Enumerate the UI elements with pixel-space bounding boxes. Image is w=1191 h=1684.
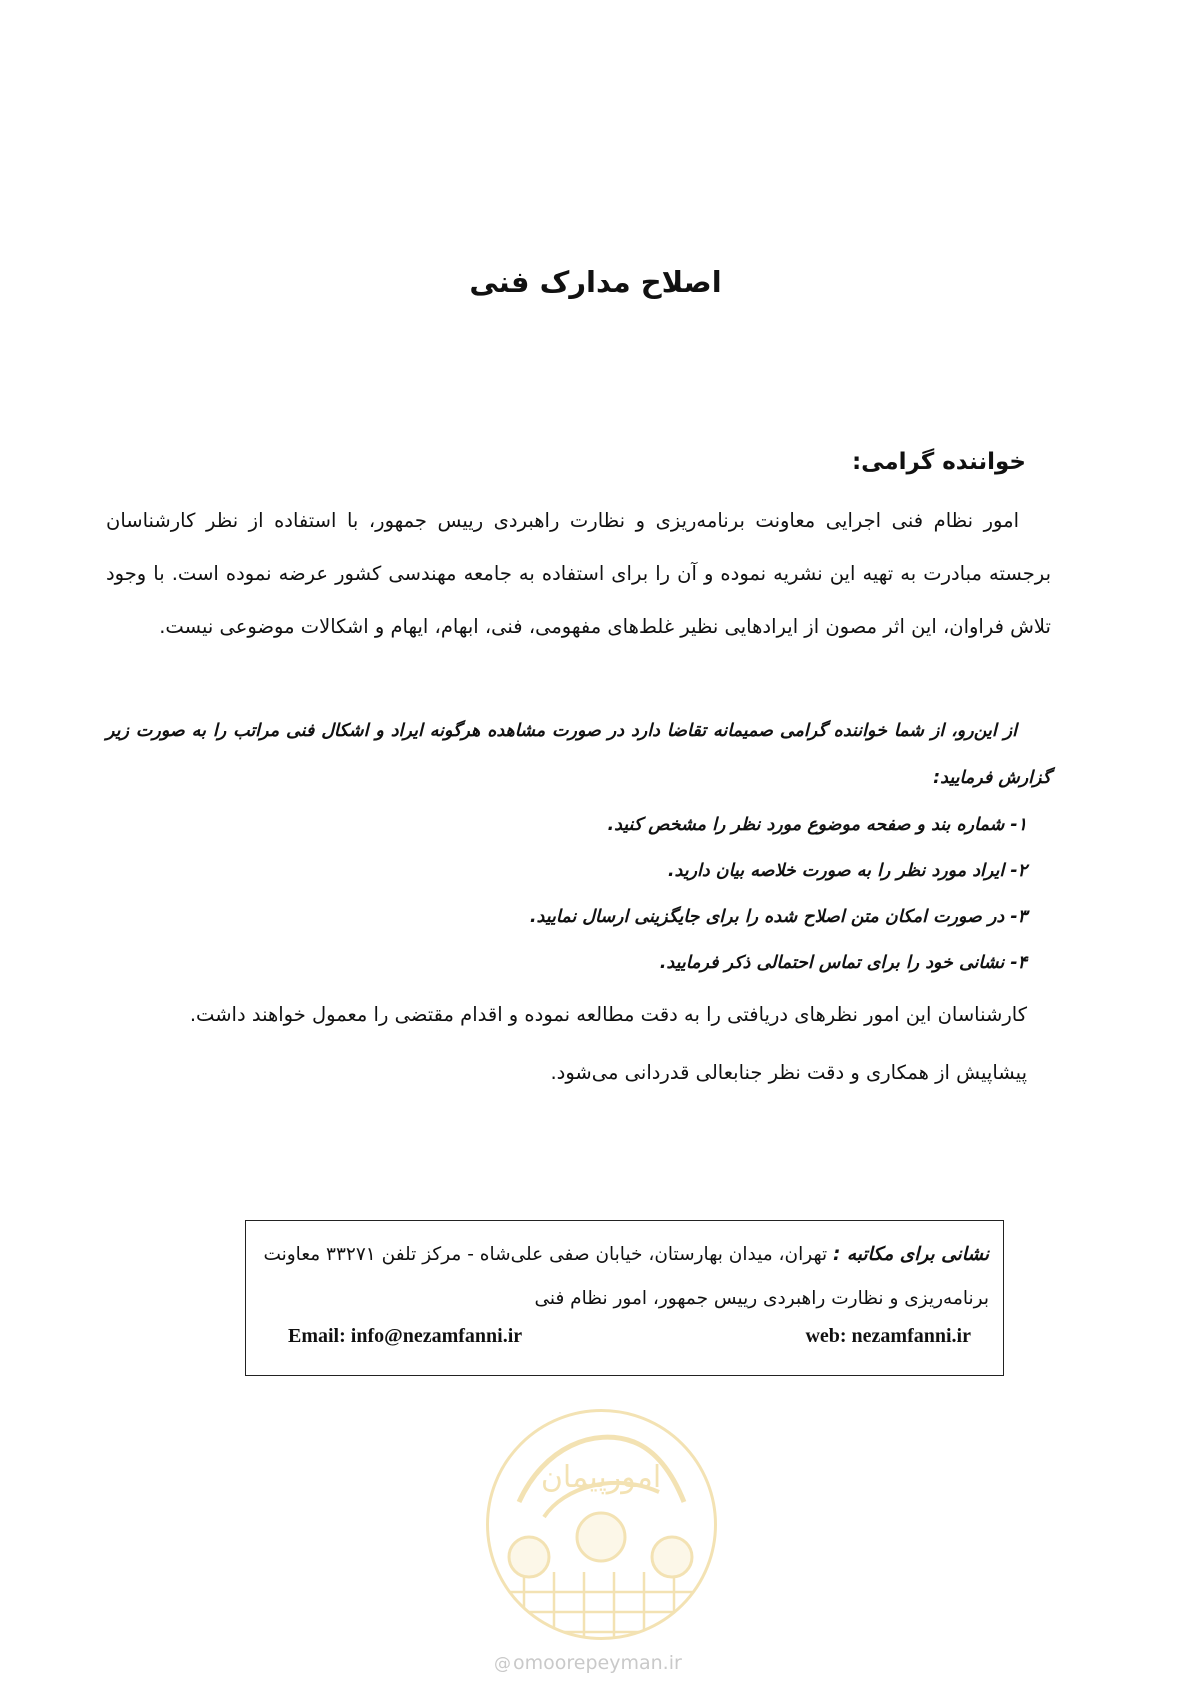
watermark-logo-text: امورپیمان xyxy=(540,1460,662,1495)
list-item: ۳- در صورت امکان متن اصلاح شده را برای جایگزینی ارسال نمایید. xyxy=(529,907,1027,927)
website-link[interactable]: web: nezamfanni.ir xyxy=(805,1325,971,1347)
address-label: نشانی برای مکاتبه : xyxy=(833,1244,989,1265)
at-sign-icon: @ xyxy=(494,1654,511,1674)
email-link[interactable]: Email: info@nezamfanni.ir xyxy=(288,1325,523,1347)
closing-line: کارشناسان این امور نظرهای دریافتی را به دقت مطالعه نموده و اقدام مقتضی را معمول خواهند داشت. xyxy=(189,1003,1027,1026)
closing-text xyxy=(127,986,1027,1102)
page-title: اصلاح مدارک فنی xyxy=(469,265,722,299)
watermark-site xyxy=(494,1652,682,1674)
greeting-heading: خواننده گرامی: xyxy=(851,449,1026,475)
instructions-list xyxy=(127,802,1027,986)
list-item: ۴- نشانی خود را برای تماس احتمالی ذکر فرمایید. xyxy=(659,953,1027,973)
contact-box xyxy=(245,1220,1004,1376)
list-item: ۱- شماره بند و صفحه موضوع مورد نظر را مشخص کنید. xyxy=(607,815,1027,835)
watermark-site-text: omoorepeyman.ir xyxy=(513,1652,682,1674)
list-item: ۲- ایراد مورد نظر را به صورت خلاصه بیان دارید. xyxy=(667,861,1027,881)
intro-paragraph: امور نظام فنی اجرایی معاونت برنامه‌ریزی و نظارت راهبردی رییس جمهور، با استفاده از نظر کارشناسان برجسته مبادرت به تهیه این نشریه نموده و آن را برای استفاده به جامعه مهندسی کشور عرضه نموده است. با وجود تلاش فراوان، این اثر مصون از ایرادهایی نظیر غلط‌های مفهومی، فنی، ابهام، ایهام و اشکالات موضوعی نیست. xyxy=(106,509,1051,638)
postal-address xyxy=(259,1233,989,1321)
address-text: تهران، میدان بهارستان، خیابان صفی علی‌شاه - مرکز تلفن ۳۳۲۷۱ معاونت برنامه‌ریزی و نظارت راهبردی رییس جمهور، امور نظام فنی xyxy=(263,1244,989,1309)
watermark-logo-icon xyxy=(484,1407,719,1642)
closing-line: پیشاپیش از همکاری و دقت نظر جنابعالی قدردانی می‌شود. xyxy=(550,1061,1027,1084)
request-paragraph: از این‌رو، از شما خواننده گرامی صمیمانه تقاضا دارد در صورت مشاهده هرگونه ایراد و اشکال فنی مراتب را به صورت زیر گزارش فرمایید: xyxy=(106,721,1051,788)
